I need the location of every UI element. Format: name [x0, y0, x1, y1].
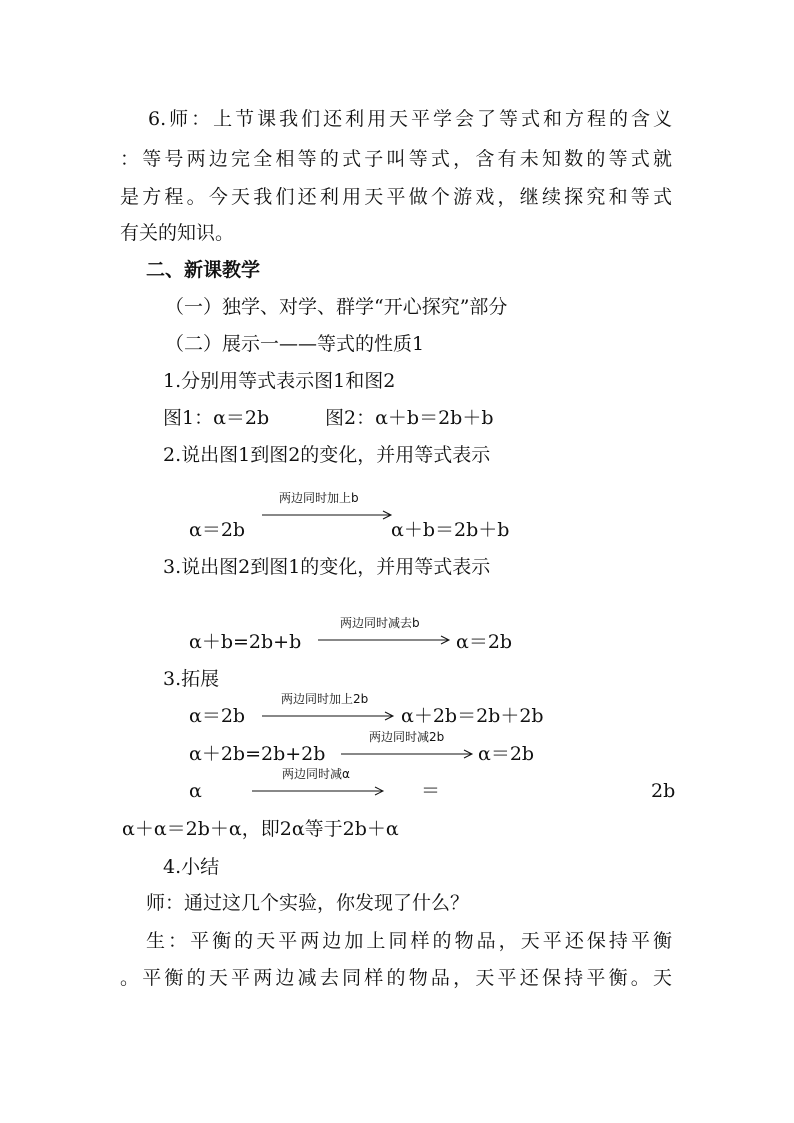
teacher-question: 师：通过这几个实验，你发现了什么？ — [146, 892, 470, 914]
step-title: 3.拓展 — [163, 668, 220, 690]
paragraph-line: ：等号两边完全相等的式子叫等式，含有未知数的等式就 — [120, 148, 672, 170]
right-arrow-icon — [318, 634, 452, 646]
equation-left: α＋2b=2b+2b — [189, 743, 326, 765]
step-title: 1.分别用等式表示图1和图2 — [163, 370, 396, 392]
equation-fig1: 图1：α＝2b — [163, 407, 270, 429]
equation-right: α＝2b — [456, 631, 513, 653]
step-title: 4.小结 — [163, 856, 220, 878]
equation-left: α — [189, 780, 202, 802]
paragraph-line: 6.师：上节课我们还利用天平学会了等式和方程的含义 — [148, 108, 672, 130]
equation-fig2: 图2：α＋b＝2b＋b — [325, 407, 494, 429]
arrow-label: 两边同时加上b — [279, 491, 359, 505]
arrow-label: 两边同时减α — [282, 767, 350, 781]
student-answer-line: 。平衡的天平两边减去同样的物品，天平还保持平衡。天 — [120, 967, 672, 989]
right-arrow-icon — [262, 710, 396, 722]
equation-conclusion: α＋α＝2b＋α，即2α等于2b＋α — [122, 818, 399, 840]
equation-left: α＋b=2b+b — [189, 631, 302, 653]
paragraph-line: 有关的知识。 — [120, 222, 235, 244]
arrow-label: 两边同时加上2b — [281, 692, 369, 706]
right-arrow-icon — [262, 509, 394, 521]
right-arrow-icon — [252, 785, 386, 797]
paragraph-line: 是方程。今天我们还利用天平做个游戏，继续探究和等式 — [120, 186, 672, 208]
step-title: 3.说出图2到图1的变化，并用等式表示 — [163, 556, 491, 578]
equation-left: α＝2b — [189, 519, 246, 541]
equation-right: 2b — [651, 780, 676, 802]
right-arrow-icon — [341, 748, 475, 760]
section-heading: 二、新课教学 — [146, 259, 261, 281]
subheading: （二）展示一——等式的性质1 — [165, 333, 425, 355]
equation-right: α＋b＝2b＋b — [391, 519, 510, 541]
equation-left: α＝2b — [189, 705, 246, 727]
equation-right: α＋2b＝2b＋2b — [401, 705, 544, 727]
subheading: （一）独学、对学、群学“开心探究”部分 — [165, 296, 508, 318]
equation-sign: ＝ — [421, 780, 441, 802]
student-answer-line: 生：平衡的天平两边加上同样的物品，天平还保持平衡 — [146, 930, 672, 952]
step-title: 2.说出图1到图2的变化，并用等式表示 — [163, 444, 491, 466]
arrow-label: 两边同时减2b — [369, 730, 445, 744]
arrow-label: 两边同时减去b — [340, 616, 420, 630]
equation-right: α＝2b — [478, 743, 535, 765]
